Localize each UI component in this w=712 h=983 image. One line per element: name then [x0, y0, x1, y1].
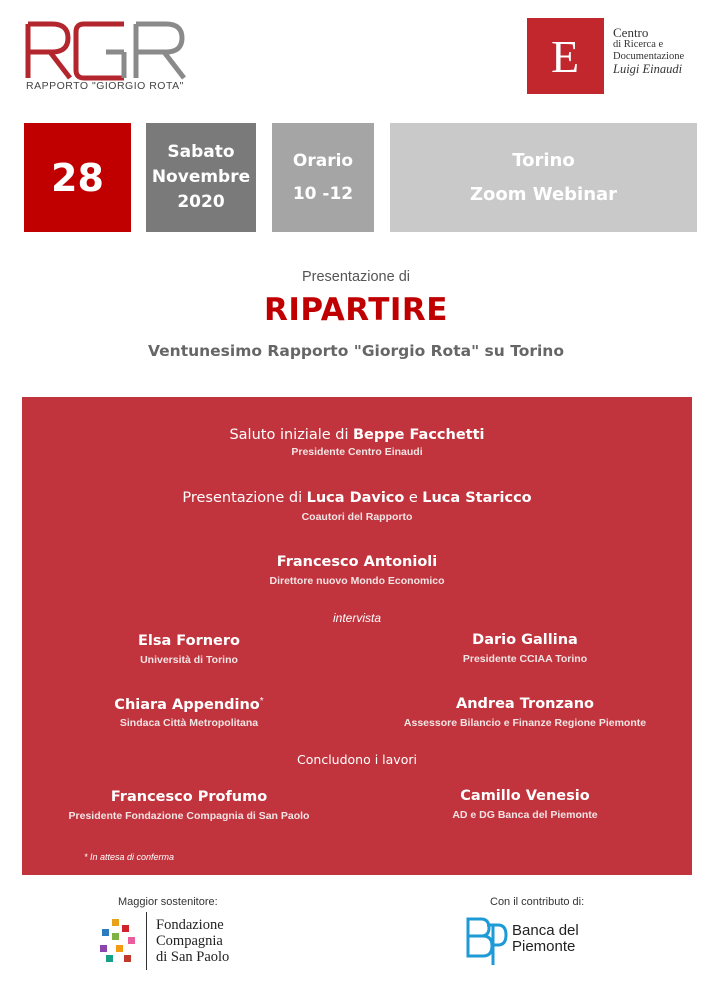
presentation-label: Presentazione di: [301, 269, 410, 285]
closing-label: Concludono i lavori: [297, 752, 417, 767]
einaudi-e-icon: [527, 18, 604, 94]
place-box: [390, 123, 697, 232]
einaudi-mark-box: [527, 18, 604, 94]
einaudi-line-2: di Ricerca e: [613, 39, 664, 50]
fcsp-line-2: Compagnia: [156, 933, 223, 949]
date-box: [146, 123, 256, 232]
greeting-role: Presidente Centro Einaudi: [291, 446, 423, 458]
bdp-line-2: Piemonte: [512, 938, 576, 955]
interview-label: intervista: [332, 611, 382, 625]
greeting-name: Beppe Facchetti: [352, 427, 485, 443]
guest-role: Assessore Bilancio e Finanze Regione Piemonte: [403, 717, 647, 729]
closer-name: Camillo Venesio: [460, 788, 590, 804]
guest-name: Elsa Fornero: [137, 633, 241, 649]
presentation-lead: Presentazione di: [182, 490, 303, 506]
guest-name: Dario Gallina: [472, 632, 578, 648]
fcsp-divider: [146, 912, 147, 970]
guest-role: Presidente CCIAA Torino: [462, 653, 588, 665]
greeting-line: [22, 426, 692, 444]
rgr-caption: RAPPORTO "GIORGIO ROTA": [26, 80, 184, 92]
bdp-line-1: Banca del: [512, 922, 579, 939]
program-panel: [22, 397, 692, 875]
einaudi-mark-letter: E: [550, 31, 580, 82]
supporter-label: Maggior sostenitore:: [118, 896, 218, 908]
einaudi-name: [613, 27, 684, 75]
time-value: 10 -12: [292, 183, 354, 204]
fcsp-line-1: Fondazione: [156, 917, 224, 933]
einaudi-line-1: Centro: [613, 25, 649, 40]
presenter-2: Luca Staricco: [422, 490, 532, 506]
asterisk-mark: *: [259, 696, 264, 707]
fcsp-line-3: di San Paolo: [156, 949, 230, 965]
fcsp-logo-icon: [100, 919, 136, 965]
day-box: [24, 123, 131, 232]
fcsp-name: [156, 917, 229, 965]
contrib-label: Con il contributo di:: [490, 896, 585, 908]
day-number: 28: [51, 155, 104, 200]
month: Novembre: [151, 167, 251, 187]
einaudi-line-4: Luigi Einaudi: [613, 62, 683, 76]
guest-name: Chiara Appendino: [114, 697, 260, 713]
einaudi-line-3: Documentazione: [613, 51, 685, 62]
host-role: Direttore nuovo Mondo Economico: [269, 575, 445, 587]
time-label: Orario: [292, 150, 354, 171]
closer-name: Francesco Profumo: [110, 789, 268, 805]
presenter-1: Luca Davico: [306, 490, 405, 506]
guest-name: Andrea Tronzano: [456, 696, 594, 712]
year: 2020: [177, 192, 225, 212]
einaudi-logo: [527, 18, 707, 94]
host-name: Francesco Antonioli: [276, 554, 438, 570]
bdp-name: [512, 923, 579, 955]
footnote: * In attesa di conferma: [84, 852, 175, 862]
presenter-join: e: [408, 490, 418, 506]
city: Torino: [512, 149, 575, 171]
venue: Zoom Webinar: [469, 183, 618, 205]
main-title: RIPARTIRE: [264, 292, 448, 328]
time-box: [272, 123, 374, 232]
weekday: Sabato: [167, 142, 235, 162]
guest-role: Università di Torino: [140, 654, 238, 666]
presenters-role: Coautori del Rapporto: [301, 511, 413, 523]
guest-name-line: [22, 696, 356, 714]
closer-role: Presidente Fondazione Compagnia di San Paolo: [68, 810, 310, 822]
closer-role: AD e DG Banca del Piemonte: [452, 809, 598, 821]
bdp-logo-icon: [465, 915, 509, 967]
subtitle: Ventunesimo Rapporto "Giorgio Rota" su Torino: [148, 342, 564, 360]
presenters-line: [22, 489, 692, 507]
guest-role: Sindaca Città Metropolitana: [119, 717, 259, 729]
greeting-lead: Saluto iniziale di: [229, 427, 349, 443]
